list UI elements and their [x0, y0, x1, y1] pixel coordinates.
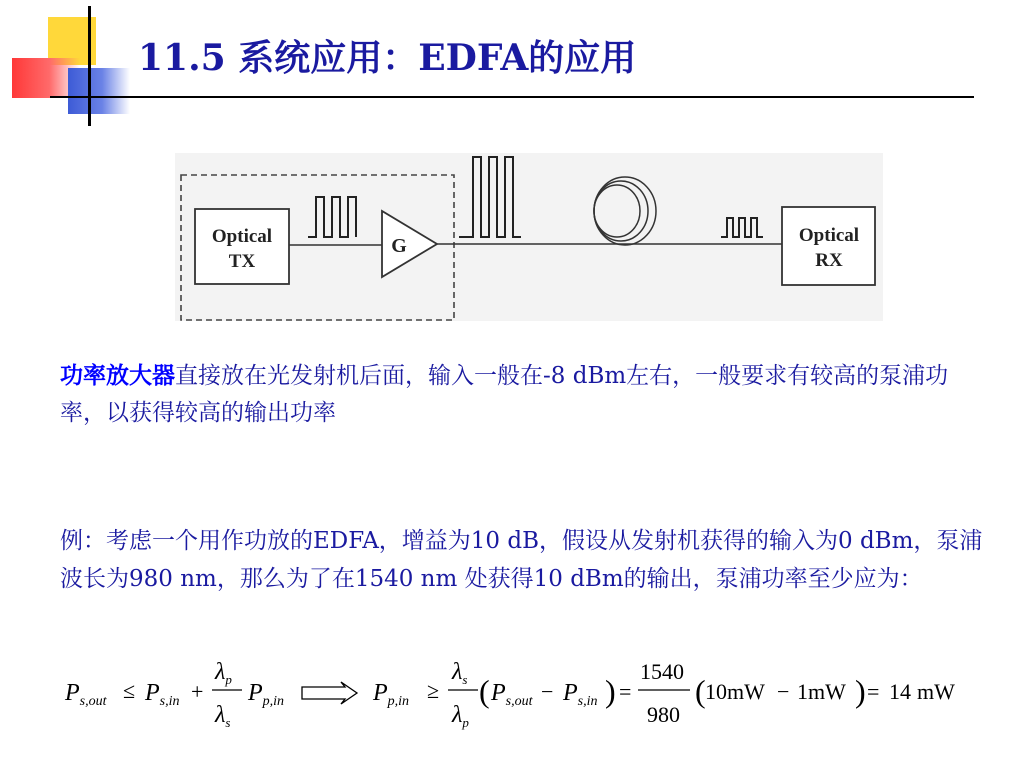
formula-p-pin-right: $P_{p,in}$: [373, 680, 410, 709]
power-amplifier-paragraph: [60, 358, 990, 432]
formula-10mw: 10mW: [705, 679, 765, 704]
deco-blue-bar: [68, 68, 130, 114]
formula-minus-2: −: [777, 679, 790, 704]
formula-p-sin: $P_{s,in}$: [145, 680, 180, 709]
optical-rx-box: [782, 207, 875, 285]
formula-lambda-p-bottom: $\lambda_p$: [452, 702, 469, 730]
formula-lparen-2: (: [695, 673, 706, 709]
formula-rparen-2: ): [855, 673, 866, 709]
formula-lambda-s-top: $\lambda_s$: [452, 659, 468, 687]
formula-1mw: 1mW: [797, 679, 846, 704]
example-paragraph: 例：考虑一个用作功放的EDFA，增益为10 dB，假设从发射机获得的输入为0 dBm，泵浦波长为980 nm，那么为了在1540 nm 处获得10 dBm的输出，泵浦功率至少应为：: [60, 528, 983, 592]
formula-lambda-s: $\lambda_s$: [215, 702, 231, 730]
title-underline: [50, 96, 974, 98]
formula-result-unit: mW: [917, 679, 955, 704]
amplifier-gain-label: G: [391, 235, 407, 257]
formula-lambda-p: $\lambda_p$: [215, 659, 232, 687]
slide-title: 11.5 系统应用：EDFA的应用: [138, 37, 637, 79]
deco-vertical-line: [88, 6, 91, 126]
power-amplifier-description: 直接放在光发射机后面，输入一般在-8 dBm左右，一般要求有较高的泵浦功率，以获得较高的输出功率: [60, 363, 949, 426]
formula-geq: ≥: [427, 678, 440, 703]
optical-tx-label-line1: Optical: [211, 226, 273, 247]
input-pulse-train: [308, 197, 356, 237]
formula-result-14: 14: [889, 679, 911, 704]
formula-p-pin: $P_{p,in}$: [248, 680, 285, 709]
edfa-system-diagram: [175, 153, 883, 321]
implies-arrow-icon: [302, 682, 357, 704]
formula-numerator-1540: 1540: [640, 659, 684, 684]
formula-p-sout: $P_{s,out}$: [65, 680, 107, 709]
formula-denominator-980: 980: [647, 702, 680, 727]
optical-tx-label-line2: TX: [228, 251, 256, 272]
formula-p-sin-right: $P_{s,in}$: [563, 680, 598, 709]
formula-plus: +: [191, 679, 204, 704]
formula-rparen-1: ): [605, 673, 616, 709]
formula-leq: ≤: [123, 678, 136, 703]
formula-eq-2: =: [867, 679, 880, 704]
optical-rx-label-line1: Optical: [798, 225, 860, 246]
formula-minus-1: −: [541, 679, 554, 704]
pump-power-formula: [55, 652, 975, 736]
formula-p-sout-right: $P_{s,out}$: [491, 680, 533, 709]
optical-rx-label-line2: RX: [815, 250, 843, 271]
formula-eq-1: =: [619, 679, 632, 704]
formula-lparen-1: (: [479, 673, 490, 709]
power-amplifier-term: 功率放大器: [60, 363, 175, 389]
